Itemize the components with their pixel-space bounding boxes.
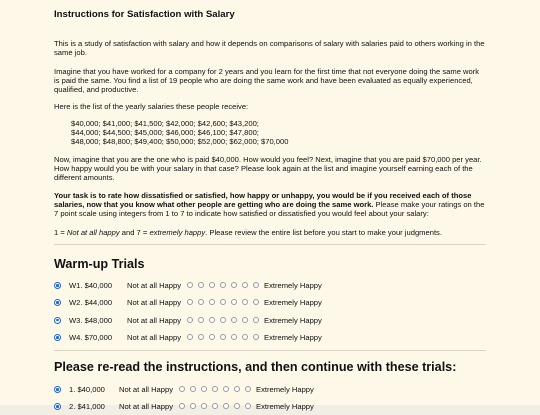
rating-option-5[interactable]: [231, 299, 237, 305]
scale-low-label: Not at all happy: [66, 228, 120, 237]
scale-prefix: 1 =: [54, 228, 67, 237]
scale-high-anchor: Extremely Happy: [264, 315, 322, 325]
rating-option-7[interactable]: [245, 386, 251, 392]
scale-high-anchor: Extremely Happy: [264, 281, 322, 290]
rating-option-1[interactable]: [179, 403, 185, 409]
trial-salary-label: 1. $40,000: [69, 385, 105, 394]
rating-option-2[interactable]: [198, 317, 204, 323]
rating-option-2[interactable]: [190, 403, 196, 409]
rating-option-5[interactable]: [231, 317, 237, 323]
trial-select-radio[interactable]: [54, 334, 61, 341]
rating-option-1[interactable]: [187, 334, 193, 340]
trial-select-radio[interactable]: [54, 282, 61, 289]
rating-option-1[interactable]: [187, 317, 193, 323]
rating-option-4[interactable]: [220, 317, 226, 323]
page-title: Instructions for Satisfaction with Salary: [54, 9, 235, 20]
rating-option-2[interactable]: [198, 299, 204, 305]
imagine-paragraph: Imagine that you have worked for a company for 2 years and you learn for the first time that not everyone doing the same work is paid the same. You find a list of 19 people who are doing the same work and have been evaluated as equally experienced, qualified, and productive.: [54, 67, 480, 95]
scale-low-anchor: Not at all Happy: [127, 332, 182, 342]
rating-option-6[interactable]: [242, 317, 248, 323]
rating-option-6[interactable]: [234, 403, 240, 409]
rating-option-7[interactable]: [253, 299, 259, 305]
scale-explanation: [54, 228, 486, 237]
rating-option-4[interactable]: [220, 299, 226, 305]
rating-option-5[interactable]: [223, 403, 229, 409]
salary-list-line: $40,000; $41,000; $41,500; $42,000; $42,600; $43,200;: [71, 119, 259, 128]
rating-option-4[interactable]: [212, 403, 218, 409]
rating-option-5[interactable]: [231, 334, 237, 340]
scale-mid: and 7 =: [119, 228, 150, 237]
rating-option-2[interactable]: [198, 282, 204, 288]
rating-option-5[interactable]: [231, 282, 237, 288]
salary-list-line: $48,000; $48,800; $49,400; $50,000; $52,000; $62,000; $70,000: [71, 137, 289, 146]
rating-option-2[interactable]: [198, 334, 204, 340]
main-trials-heading: Please re-read the instructions, and then continue with these trials:: [54, 360, 457, 374]
scale-high-anchor: Extremely Happy: [256, 402, 314, 412]
trial-salary-label: W4. $70,000: [69, 332, 113, 342]
scale-high-label: extremely happy: [149, 228, 206, 237]
rating-option-4[interactable]: [212, 386, 218, 392]
scale-low-anchor: Not at all Happy: [127, 281, 182, 290]
trial-salary-label: 2. $41,000: [69, 402, 105, 412]
trial-row: [54, 297, 486, 311]
rating-option-6[interactable]: [242, 282, 248, 288]
task-rest-text: Please make your ratings on the 7 point scale using integers from 1 to 7 to indicate how satisfied or dissatisfied you would feel about your salary:: [54, 200, 485, 219]
task-bold-text: Your task is to rate how dissatisfied or satisfied, how happy or unhappy, you would be if you received each of those salaries, now that you know what other people are getting who are doing the same work.: [54, 191, 472, 210]
trial-salary-label: W3. $48,000: [69, 315, 113, 325]
trial-row: [54, 384, 486, 398]
trial-select-radio[interactable]: [54, 403, 61, 410]
salary-list-line: $44,000; $44,500; $45,000; $46,000; $46,100; $47,800;: [71, 128, 259, 137]
rating-option-3[interactable]: [209, 299, 215, 305]
scale-high-anchor: Extremely Happy: [264, 332, 322, 342]
rating-option-6[interactable]: [242, 299, 248, 305]
task-paragraph: [54, 191, 486, 219]
rating-option-1[interactable]: [187, 299, 193, 305]
scale-high-anchor: Extremely Happy: [256, 385, 314, 394]
rating-option-3[interactable]: [201, 403, 207, 409]
divider: [54, 350, 486, 351]
rating-option-3[interactable]: [209, 317, 215, 323]
rating-option-7[interactable]: [253, 334, 259, 340]
warmup-heading: Warm-up Trials: [54, 257, 145, 271]
now-paragraph: Now, imagine that you are the one who is paid $40,000. How would you feel? Next, imagine that you are paid $70,000 per year. How happy would you be with your salary in that case? Please look again at the list and imagine yourself earning each of the different amounts.: [54, 155, 482, 183]
trial-salary-label: W2. $44,000: [69, 298, 113, 308]
divider: [54, 244, 486, 245]
rating-option-3[interactable]: [201, 386, 207, 392]
rating-option-7[interactable]: [245, 403, 251, 409]
trial-row: [54, 332, 486, 346]
trial-salary-label: W1. $40,000: [69, 281, 113, 290]
list-intro-paragraph: Here is the list of the yearly salaries these people receive:: [54, 102, 249, 111]
trial-select-radio[interactable]: [54, 386, 61, 393]
rating-option-3[interactable]: [209, 282, 215, 288]
rating-option-7[interactable]: [253, 317, 259, 323]
scale-low-anchor: Not at all Happy: [127, 298, 182, 308]
trial-row: [54, 401, 486, 415]
trial-select-radio[interactable]: [54, 299, 61, 306]
rating-option-6[interactable]: [234, 386, 240, 392]
rating-option-4[interactable]: [220, 334, 226, 340]
rating-option-6[interactable]: [242, 334, 248, 340]
rating-option-3[interactable]: [209, 334, 215, 340]
trial-row: [54, 280, 486, 294]
scale-low-anchor: Not at all Happy: [119, 385, 174, 394]
rating-option-5[interactable]: [223, 386, 229, 392]
rating-option-1[interactable]: [187, 282, 193, 288]
scale-low-anchor: Not at all Happy: [127, 315, 182, 325]
rating-option-4[interactable]: [220, 282, 226, 288]
trial-select-radio[interactable]: [54, 317, 61, 324]
scale-low-anchor: Not at all Happy: [119, 402, 174, 412]
rating-option-2[interactable]: [190, 386, 196, 392]
trial-row: [54, 315, 486, 329]
rating-option-1[interactable]: [179, 386, 185, 392]
scale-high-anchor: Extremely Happy: [264, 298, 322, 308]
intro-paragraph: This is a study of satisfaction with salary and how it depends on comparisons of salary with salaries paid to others working in the same job.: [54, 39, 485, 58]
scale-suffix: . Please review the entire list before you start to make your judgments.: [205, 228, 442, 237]
rating-option-7[interactable]: [253, 282, 259, 288]
